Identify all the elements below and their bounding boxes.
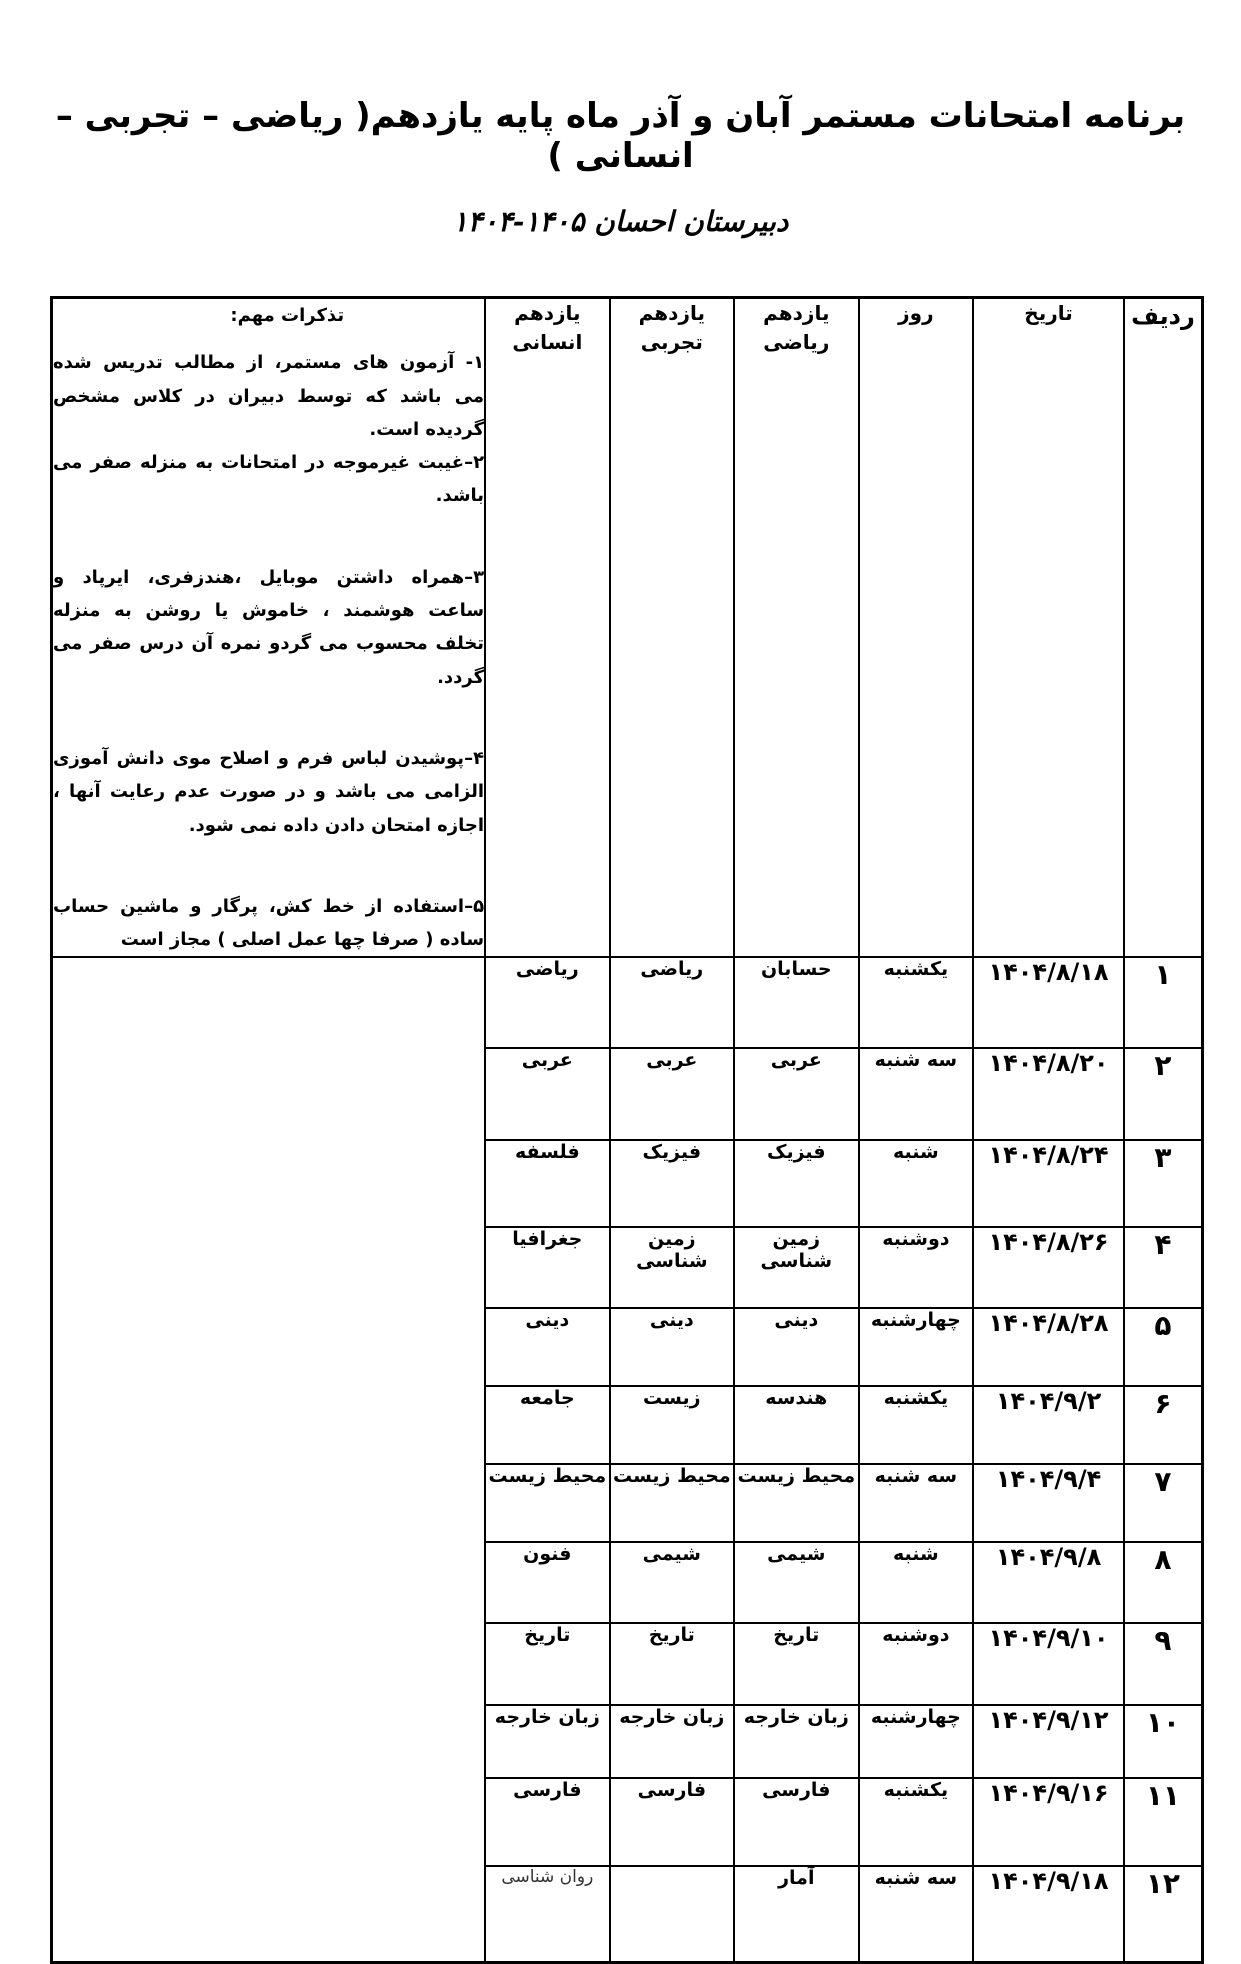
row-ensani: زبان خارجه bbox=[485, 1705, 609, 1778]
row-ensani: ریاضی bbox=[485, 957, 609, 1048]
row-tajrobi: عربی bbox=[610, 1048, 734, 1140]
header-ensani-line1: یازدهم bbox=[514, 301, 581, 325]
row-date: ۱۴۰۴/۸/۱۸ bbox=[973, 957, 1124, 1048]
row-number: ۶ bbox=[1124, 1386, 1203, 1464]
row-tajrobi: زبان خارجه bbox=[610, 1705, 734, 1778]
row-day: سه شنبه bbox=[859, 1866, 974, 1962]
row-ensani: دینی bbox=[485, 1308, 609, 1386]
row-date: ۱۴۰۴/۹/۱۶ bbox=[973, 1778, 1124, 1866]
header-riazi-line1: یازدهم bbox=[763, 301, 830, 325]
row-day: شنبه bbox=[859, 1542, 974, 1623]
row-number: ۲ bbox=[1124, 1048, 1203, 1140]
row-tajrobi: فیزیک bbox=[610, 1140, 734, 1227]
notes-cell bbox=[52, 298, 486, 958]
notes-title: تذکرات مهم: bbox=[230, 305, 345, 326]
table-row bbox=[52, 1048, 1203, 1140]
row-tajrobi: ریاضی bbox=[610, 957, 734, 1048]
row-day: شنبه bbox=[859, 1140, 974, 1227]
header-row bbox=[52, 298, 1203, 958]
header-tajrobi-line1: یازدهم bbox=[638, 301, 705, 325]
table-row bbox=[52, 1623, 1203, 1705]
row-riazi: هندسه bbox=[734, 1386, 858, 1464]
row-tajrobi: محیط زیست bbox=[610, 1464, 734, 1542]
header-riazi-line2: ریاضی bbox=[763, 330, 830, 354]
row-ensani: فنون bbox=[485, 1542, 609, 1623]
header-day: روز bbox=[859, 298, 974, 958]
row-ensani: جغرافیا bbox=[485, 1227, 609, 1308]
row-riazi: عربی bbox=[734, 1048, 858, 1140]
note-5: ۵–استفاده از خط کش، پرگار و ماشین حساب ساده ( صرفا چها عمل اصلی ) مجاز است bbox=[53, 895, 485, 951]
row-number: ۱۲ bbox=[1124, 1866, 1203, 1962]
exam-schedule-table bbox=[50, 296, 1204, 1964]
table-row bbox=[52, 1140, 1203, 1227]
row-number: ۳ bbox=[1124, 1140, 1203, 1227]
row-day: سه شنبه bbox=[859, 1048, 974, 1140]
page-title: برنامه امتحانات مستمر آبان و آذر ماه پایه یازدهم( ریاضی – تجربی – انسانی ) bbox=[55, 96, 1186, 176]
row-date: ۱۴۰۴/۹/۱۲ bbox=[973, 1705, 1124, 1778]
row-riazi: تاریخ bbox=[734, 1623, 858, 1705]
row-date: ۱۴۰۴/۸/۲۸ bbox=[973, 1308, 1124, 1386]
row-day: یکشنبه bbox=[859, 1778, 974, 1866]
row-tajrobi bbox=[610, 1866, 734, 1962]
row-tajrobi: فارسی bbox=[610, 1778, 734, 1866]
table-row bbox=[52, 1308, 1203, 1386]
row-tajrobi: زیست bbox=[610, 1386, 734, 1464]
table-row bbox=[52, 1227, 1203, 1308]
row-tajrobi: زمین شناسی bbox=[610, 1227, 734, 1308]
row-number: ۸ bbox=[1124, 1542, 1203, 1623]
row-riazi: فارسی bbox=[734, 1778, 858, 1866]
note-1: ۱- آزمون های مستمر، از مطالب تدریس شده می باشد که توسط دبیران در کلاس مشخص گردیده است. bbox=[53, 352, 485, 440]
header-date: تاریخ bbox=[973, 298, 1124, 958]
row-date: ۱۴۰۴/۸/۲۶ bbox=[973, 1227, 1124, 1308]
row-number: ۱۰ bbox=[1124, 1705, 1203, 1778]
row-ensani: فارسی bbox=[485, 1778, 609, 1866]
note-3: ۳–همراه داشتن موبایل ،هندزفری، ایرپاد و ساعت هوشمند ، خاموش یا روشن به منزله تخلف محسوب می گردو نمره آن درس صفر می گردد. bbox=[53, 566, 485, 688]
note-4: ۴–پوشیدن لباس فرم و اصلاح موی دانش آموزی الزامی می باشد و در صورت عدم رعایت آنها ، اجازه امتحان دادن داده نمی شود. bbox=[53, 747, 485, 836]
row-ensani: محیط زیست bbox=[485, 1464, 609, 1542]
row-tajrobi: تاریخ bbox=[610, 1623, 734, 1705]
row-date: ۱۴۰۴/۹/۱۸ bbox=[973, 1866, 1124, 1962]
table-row bbox=[52, 1386, 1203, 1464]
row-number: ۷ bbox=[1124, 1464, 1203, 1542]
header-tajrobi bbox=[610, 298, 734, 958]
table-row bbox=[52, 1464, 1203, 1542]
row-ensani: فلسفه bbox=[485, 1140, 609, 1227]
row-ensani: تاریخ bbox=[485, 1623, 609, 1705]
row-number: ۱۱ bbox=[1124, 1778, 1203, 1866]
row-riazi: محیط زیست bbox=[734, 1464, 858, 1542]
row-riazi: دینی bbox=[734, 1308, 858, 1386]
row-day: سه شنبه bbox=[859, 1464, 974, 1542]
row-date: ۱۴۰۴/۹/۸ bbox=[973, 1542, 1124, 1623]
row-date: ۱۴۰۴/۹/۱۰ bbox=[973, 1623, 1124, 1705]
header-tajrobi-line2: تجربی bbox=[640, 330, 703, 354]
row-riazi: زمین شناسی bbox=[734, 1227, 858, 1308]
row-day: دوشنبه bbox=[859, 1227, 974, 1308]
table-row bbox=[52, 1866, 1203, 1962]
header-radif: ردیف bbox=[1124, 298, 1203, 958]
row-riazi: شیمی bbox=[734, 1542, 858, 1623]
table-row bbox=[52, 1778, 1203, 1866]
row-day: یکشنبه bbox=[859, 1386, 974, 1464]
row-ensani: عربی bbox=[485, 1048, 609, 1140]
row-day: چهارشنبه bbox=[859, 1705, 974, 1778]
row-tajrobi: شیمی bbox=[610, 1542, 734, 1623]
row-date: ۱۴۰۴/۹/۴ bbox=[973, 1464, 1124, 1542]
row-ensani: جامعه bbox=[485, 1386, 609, 1464]
header-ensani bbox=[485, 298, 609, 958]
row-number: ۱ bbox=[1124, 957, 1203, 1048]
table-row bbox=[52, 1542, 1203, 1623]
row-date: ۱۴۰۴/۹/۲ bbox=[973, 1386, 1124, 1464]
row-date: ۱۴۰۴/۸/۲۴ bbox=[973, 1140, 1124, 1227]
row-date: ۱۴۰۴/۸/۲۰ bbox=[973, 1048, 1124, 1140]
row-day: دوشنبه bbox=[859, 1623, 974, 1705]
row-riazi: آمار bbox=[734, 1866, 858, 1962]
header-riazi bbox=[734, 298, 858, 958]
row-riazi: حسابان bbox=[734, 957, 858, 1048]
school-name: دبیرستان احسان ۱۴۰۵-۱۴۰۴ bbox=[452, 205, 789, 238]
row-riazi: زبان خارجه bbox=[734, 1705, 858, 1778]
table-row bbox=[52, 957, 1203, 1048]
row-number: ۵ bbox=[1124, 1308, 1203, 1386]
row-riazi: فیزیک bbox=[734, 1140, 858, 1227]
row-number: ۹ bbox=[1124, 1623, 1203, 1705]
note-2: ۲–غیبت غیرموجه در امتحانات به منزله صفر می باشد. bbox=[53, 452, 485, 507]
row-day: یکشنبه bbox=[859, 957, 974, 1048]
row-tajrobi: دینی bbox=[610, 1308, 734, 1386]
row-ensani: روان شناسی bbox=[485, 1866, 609, 1962]
table-row bbox=[52, 1705, 1203, 1778]
row-number: ۴ bbox=[1124, 1227, 1203, 1308]
header-ensani-line2: انسانی bbox=[512, 330, 583, 354]
row-day: چهارشنبه bbox=[859, 1308, 974, 1386]
